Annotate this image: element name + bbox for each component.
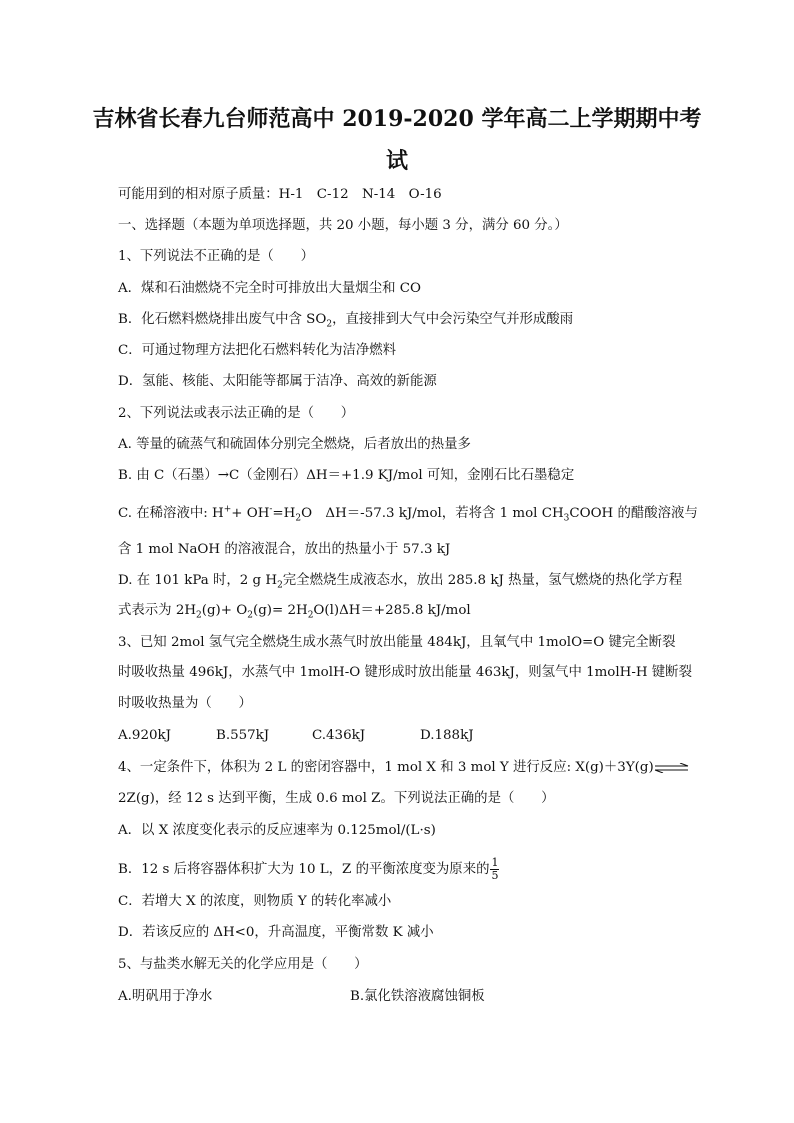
q4-stem-line1: 4、一定条件下，体积为 2 L 的密闭容器中，1 mol X 和 3 mol Y 进行反应: X(g)＋3Y(g) [118,759,698,777]
q4-option-a: A．以 X 浓度变化表示的反应速率为 0.125mol/(L·s) [118,823,436,838]
q3-stem-line3: 时吸收热量为（ ） [118,696,252,711]
q5-option-b: B.氯化铁溶液腐蚀铜板 [350,989,485,1004]
fraction-one-fifth: $\frac{1}{5}$ [491,856,499,882]
q5-option-a: A.明矾用于净水 [118,989,213,1004]
q2-option-d-line1: D. 在 101 kPa 时，2 g $H_2$完全燃烧生成液态水，放出 285.8 kJ 热量，氢气燃烧的热化学方程 [118,573,683,591]
q2-stem: 2、下列说法或表示法正确的是（ ） [118,406,355,421]
q4-option-b: B．12 s 后将容器体积扩大为 10 L，Z 的平衡浓度变为原来的 $\frac{1}{5}$ [118,856,499,882]
q5-stem: 5、与盐类水解无关的化学应用是（ ） [118,957,368,972]
q3-option-c: C.436kJ [312,728,366,743]
q3-option-a: A.920kJ [118,728,171,743]
q1-option-b: B．化石燃料燃烧排出废气中含 $SO_2$，直接排到大气中会污染空气并形成酸雨 [118,312,574,330]
q3-option-d: D.188kJ [420,728,474,743]
q3-stem-line1: 3、已知 2mol 氢气完全燃烧生成水蒸气时放出能量 484kJ，且氧气中 1molO=O 键完全断裂 [118,635,676,650]
q2-option-a: A. 等量的硫蒸气和硫固体分别完全燃烧，后者放出的热量多 [118,437,471,452]
q3-option-b: B.557kJ [216,728,270,743]
atomic-mass-note: 可能用到的相对原子质量：H-1 C-12 N-14 O-16 [118,187,442,202]
equilibrium-arrow-icon [654,763,690,773]
q2-option-b: B. 由 C（石墨）→C（金刚石）ΔH＝+1.9 KJ/mol 可知，金刚石比石墨稳定 [118,468,575,483]
q3-stem-line2: 时吸收热量 496kJ，水蒸气中 1molH-O 键形成时放出能量 463kJ，则氢气中 1molH-H 键断裂 [118,665,692,680]
q2-option-d-line2: 式表示为 $2H_2(g)+ O_2(g)= 2H_2O(l)\Delta H=+285.8$ kJ/mol [118,603,471,621]
q4-stem-line2: 2Z(g)，经 12 s 达到平衡，生成 0.6 mol Z。下列说法正确的是（ ） [118,791,555,806]
q4-option-c: C．若增大 X 的浓度，则物质 Y 的转化率减小 [118,894,392,909]
q1-option-d: D．氢能、核能、太阳能等都属于洁净、高效的新能源 [118,374,437,389]
q1-option-a: A．煤和石油燃烧不完全时可排放出大量烟尘和 CO [118,281,421,296]
section-heading: 一、选择题（本题为单项选择题，共 20 小题，每小题 3 分，满分 60 分。） [118,218,568,233]
q1-option-c: C．可通过物理方法把化石燃料转化为洁净燃料 [118,343,397,358]
title-line-2: 试 [385,148,408,174]
q4-option-d: D．若该反应的 ΔH<0，升高温度，平衡常数 K 减小 [118,925,434,940]
title-line-1: 吉林省长春九台师范高中 2019-2020 学年高二上学期期中考 [92,106,702,132]
q1-stem: 1、下列说法不正确的是（ ） [118,249,314,264]
q2-option-c-line1: C. 在稀溶液中: $H^++ OH^-=H_2O$ ΔH＝-57.3 kJ/mol，若将含 1 mol $CH_3COOH$ 的醋酸溶液与 [118,504,698,524]
q2-option-c-line2: 含 1 mol NaOH 的溶液混合，放出的热量小于 57.3 kJ [118,542,451,557]
